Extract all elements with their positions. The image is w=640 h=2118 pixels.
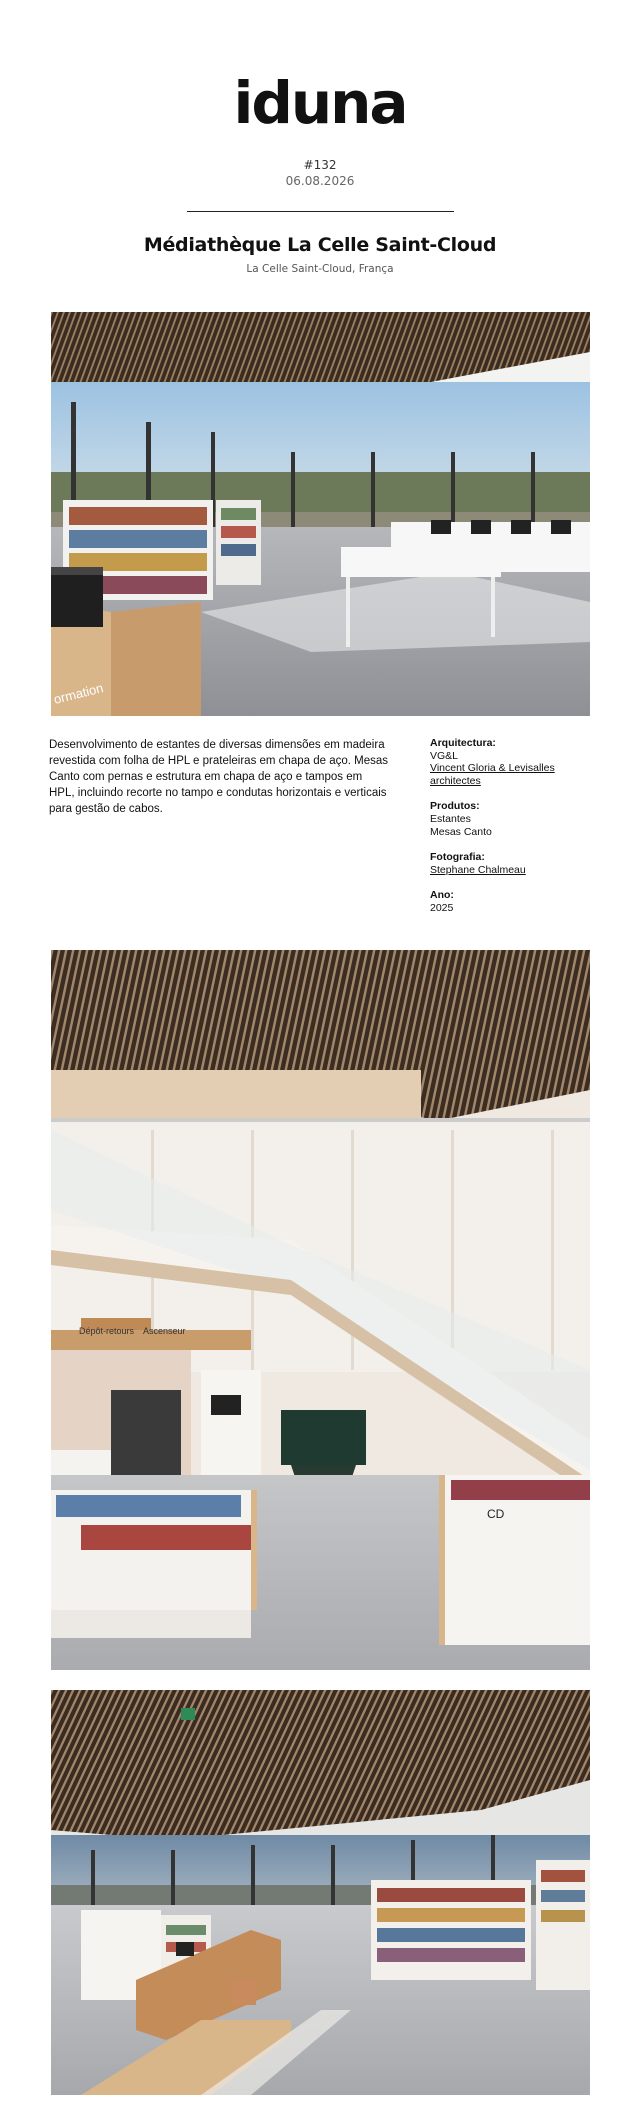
staircase-atrium-photo — [51, 950, 590, 1670]
architect-link[interactable]: Vincent Gloria & Levisalles architectes — [430, 762, 555, 787]
issue-date: 06.08.2026 — [285, 174, 355, 188]
information-sign: ormation — [52, 680, 105, 707]
project-credits — [430, 737, 590, 928]
project-location: La Celle Saint-Cloud, França — [246, 263, 394, 275]
cd-bin-label: CD — [487, 1507, 505, 1521]
brand-logo[interactable]: iduna — [233, 69, 407, 137]
project-description: Desenvolvimento de estantes de diversas dimensões em madeira revestida com folha de HPL e prateleiras em chapa de aço. Mesas Canto com pernas e estrutura em chapa de aço e tampos em HPL, incluindo recorte no tampo e condutas horizontais e verticais para gestão de cabos. — [49, 739, 389, 815]
architecture-firm: VG&L — [430, 749, 459, 762]
product-item: Estantes — [430, 812, 471, 825]
issue-number: #132 — [303, 158, 337, 172]
photography-credit — [430, 851, 590, 876]
elevator-sign: Ascenseur — [143, 1326, 186, 1336]
products-label: Produtos: — [430, 800, 480, 813]
architecture-credit — [430, 737, 590, 787]
return-desk-sign: Dépôt-retours — [79, 1326, 135, 1336]
reading-area-photo — [51, 1690, 590, 2095]
project-photo-2[interactable] — [51, 950, 590, 1670]
year-label: Ano: — [430, 889, 454, 902]
library-interior-photo — [51, 312, 590, 716]
year-value: 2025 — [430, 901, 454, 914]
project-photo-3[interactable] — [51, 1690, 590, 2095]
photographer-link[interactable]: Stephane Chalmeau — [430, 863, 526, 876]
project-title: Médiathèque La Celle Saint-Cloud — [143, 234, 497, 256]
products-credit — [430, 800, 590, 838]
project-photo-1[interactable] — [51, 312, 590, 716]
architecture-label: Arquitectura: — [430, 737, 496, 749]
photography-label: Fotografia: — [430, 851, 485, 864]
product-item: Mesas Canto — [430, 825, 492, 838]
year-credit — [430, 889, 590, 914]
divider — [187, 211, 454, 212]
